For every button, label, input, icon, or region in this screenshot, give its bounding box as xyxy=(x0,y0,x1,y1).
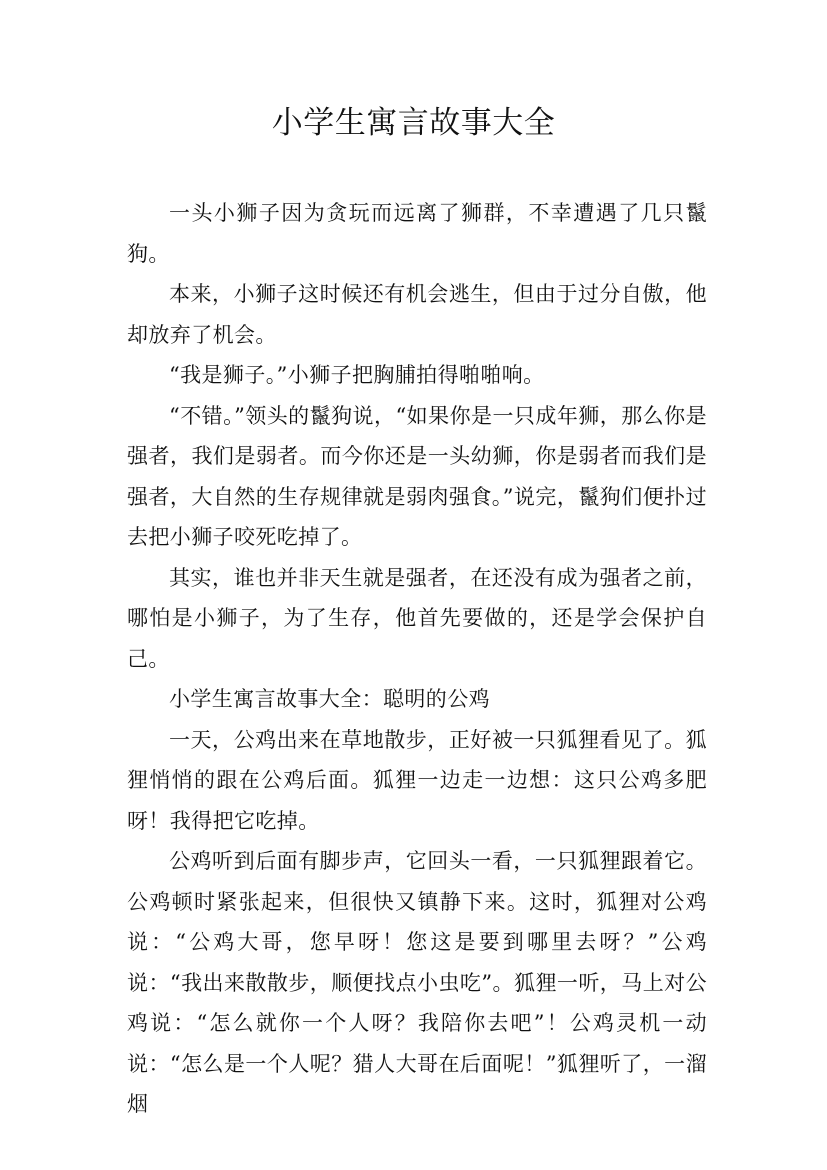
document-body xyxy=(127,193,707,1125)
paragraph-3: “我是狮子。”小狮子把胸脯拍得啪啪响。 xyxy=(169,363,545,387)
paragraph-4: “不错。”领头的鬣狗说，“如果你是一只成年狮，那么你是强者，我们是弱者。而今你还是一头幼狮，你是弱者而我们是强者，大自然的生存规律就是弱肉强食。”说完，鬣狗们便扑过去把小狮子咬死吃掉了。 xyxy=(127,403,707,549)
paragraph-1: 一头小狮子因为贪玩而远离了狮群，不幸遭遇了几只鬣狗。 xyxy=(127,201,707,266)
paragraph-2: 本来，小狮子这时候还有机会逃生，但由于过分自傲，他却放弃了机会。 xyxy=(127,282,707,347)
paragraph-7: 公鸡听到后面有脚步声，它回头一看，一只狐狸跟着它。公鸡顿时紧张起来，但很快又镇静下来。这时，狐狸对公鸡说：“公鸡大哥，您早呀！您这是要到哪里去呀？”公鸡说：“我出来散散步，顺便找点小虫吃”。狐狸一听，马上对公鸡说：“怎么就你一个人呀？我陪你去吧”！公鸡灵机一动说：“怎么是一个人呢？猎人大哥在后面呢！”狐狸听了，一溜烟 xyxy=(127,849,707,1116)
section-heading: 小学生寓言故事大全：聪明的公鸡 xyxy=(169,687,490,711)
document-title: 小学生寓言故事大全 xyxy=(271,105,556,141)
paragraph-5: 其实，谁也并非天生就是强者，在还没有成为强者之前，哪怕是小狮子，为了生存，他首先要做的，还是学会保护自己。 xyxy=(127,565,707,671)
paragraph-6: 一天，公鸡出来在草地散步，正好被一只狐狸看见了。狐狸悄悄的跟在公鸡后面。狐狸一边走一边想：这只公鸡多肥呀！我得把它吃掉。 xyxy=(127,727,707,833)
